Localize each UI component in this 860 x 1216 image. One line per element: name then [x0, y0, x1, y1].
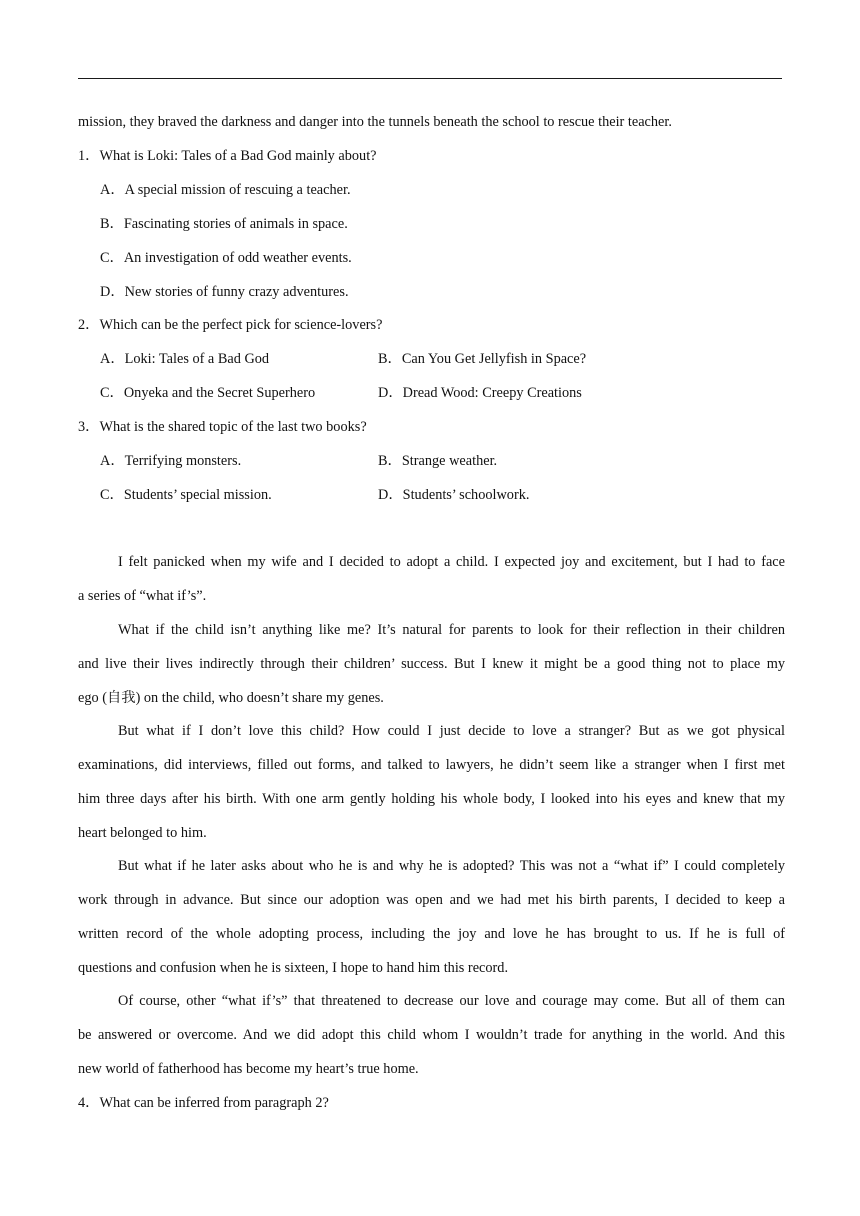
passage-continuation-line: mission, they braved the darkness and danger into the tunnels beneath the school to rescue their teacher.: [78, 114, 672, 130]
question-3-option-c[interactable]: [100, 486, 272, 504]
option-letter: B．: [378, 453, 402, 469]
option-text: A special mission of rescuing a teacher.: [124, 182, 351, 198]
option-letter: D．: [378, 487, 403, 503]
option-text: New stories of funny crazy adventures.: [124, 284, 349, 300]
option-letter: A．: [100, 453, 125, 469]
header-rule: [78, 78, 782, 79]
question-2-option-c[interactable]: [100, 384, 315, 402]
question-1-option-d[interactable]: [100, 283, 349, 301]
option-letter: D．: [378, 385, 403, 401]
paragraph-2-line-1: What if the child isn’t anything like me? It’s natural for parents to look for their reflection in their children: [118, 622, 785, 638]
option-text: Can You Get Jellyfish in Space?: [401, 351, 587, 367]
paragraph-4-line-2: work through in advance. But since our adoption was open and we had met his birth parents, I decided to keep a: [78, 892, 785, 908]
question-3-option-b[interactable]: [378, 452, 497, 470]
option-letter: D．: [100, 284, 125, 300]
paragraph-3-line-1: But what if I don’t love this child? How could I just decide to love a stranger? But as we got physical: [118, 723, 785, 739]
option-text: Terrifying monsters.: [124, 453, 242, 469]
option-text: Strange weather.: [401, 453, 498, 469]
option-letter: B．: [378, 351, 402, 367]
question-3-option-a[interactable]: [100, 452, 241, 470]
paragraph-5-line-1: Of course, other “what if’s” that threatened to decrease our love and courage may come. But all of them can: [118, 993, 785, 1009]
paragraph-5-line-3: new world of fatherhood has become my heart’s true home.: [78, 1061, 419, 1077]
question-2: [78, 316, 382, 334]
question-number: 1．: [78, 148, 100, 164]
question-3-option-d[interactable]: [378, 486, 529, 504]
paragraph-2-line-2: and live their lives indirectly through their children’ success. But I knew it might be a good thing not to place my: [78, 656, 785, 672]
option-letter: C．: [100, 385, 124, 401]
option-letter: B．: [100, 216, 124, 232]
paragraph-4-line-4: questions and confusion when he is sixteen, I hope to hand him this record.: [78, 960, 509, 976]
option-text: Loki: Tales of a Bad God: [124, 351, 270, 367]
option-letter: C．: [100, 250, 124, 266]
paragraph-1-line-2: a series of “what if’s”.: [78, 588, 207, 604]
option-letter: C．: [100, 487, 124, 503]
question-number: 3．: [78, 419, 100, 435]
paragraph-3-line-3: him three days after his birth. With one arm gently holding his whole body, I looked into his eyes and knew that my: [78, 791, 785, 807]
option-text: Students’ schoolwork.: [402, 487, 530, 503]
question-number: 4．: [78, 1095, 100, 1111]
question-text: What is the shared topic of the last two books?: [99, 419, 367, 435]
option-text: An investigation of odd weather events.: [123, 250, 352, 266]
question-1-option-a[interactable]: [100, 181, 351, 199]
question-1-option-c[interactable]: [100, 249, 352, 267]
paragraph-1-line-1: I felt panicked when my wife and I decided to adopt a child. I expected joy and excitement, but I had to face: [118, 554, 785, 570]
question-text: What can be inferred from paragraph 2?: [99, 1095, 329, 1111]
question-4: [78, 1094, 329, 1112]
question-2-option-a[interactable]: [100, 350, 269, 368]
paragraph-3-line-2: examinations, did interviews, filled out forms, and talked to lawyers, he didn’t seem like a stranger when I first met: [78, 757, 785, 773]
paragraph-4-line-1: But what if he later asks about who he is and why he is adopted? This was not a “what if” I could completely: [118, 858, 785, 874]
option-text: Dread Wood: Creepy Creations: [402, 385, 582, 401]
question-1: [78, 147, 377, 165]
question-3: [78, 418, 367, 436]
question-number: 2．: [78, 317, 100, 333]
option-letter: A．: [100, 351, 125, 367]
paragraph-2-line-3: ego (自我) on the child, who doesn’t share my genes.: [78, 690, 384, 706]
option-text: Onyeka and the Secret Superhero: [123, 385, 316, 401]
paragraph-5-line-2: be answered or overcome. And we did adopt this child whom I wouldn’t trade for anything in the world. And this: [78, 1027, 785, 1043]
paragraph-4-line-3: written record of the whole adopting process, including the joy and love he has brought to us. If he is full of: [78, 926, 785, 942]
option-text: Fascinating stories of animals in space.: [123, 216, 348, 232]
question-1-option-b[interactable]: [100, 215, 348, 233]
question-text: What is Loki: Tales of a Bad God mainly about?: [99, 148, 377, 164]
paragraph-3-line-4: heart belonged to him.: [78, 825, 207, 841]
question-2-option-d[interactable]: [378, 384, 582, 402]
option-letter: A．: [100, 182, 125, 198]
option-text: Students’ special mission.: [123, 487, 272, 503]
question-text: Which can be the perfect pick for science-lovers?: [99, 317, 383, 333]
question-2-option-b[interactable]: [378, 350, 586, 368]
